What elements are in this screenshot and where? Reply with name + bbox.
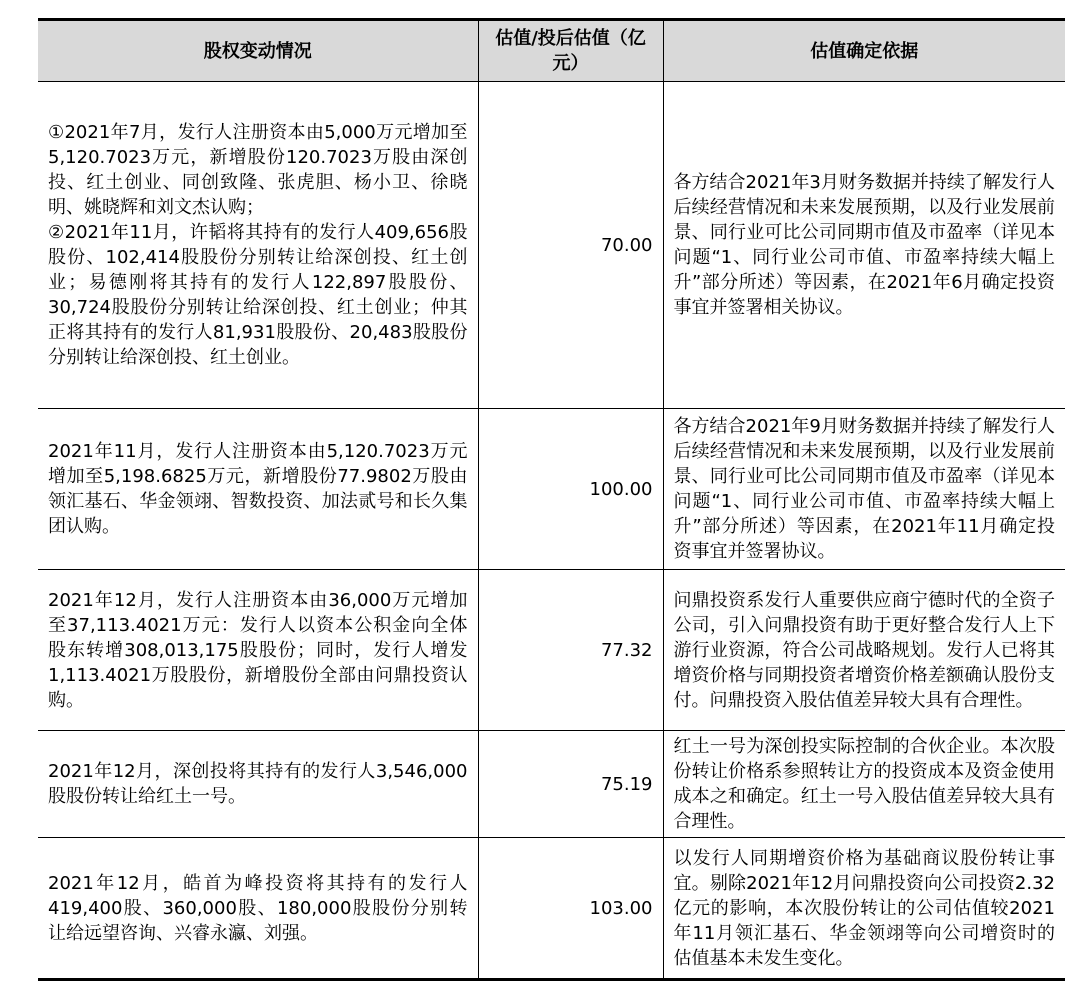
cell-valuation: 103.00 bbox=[478, 838, 663, 980]
table-header-row bbox=[38, 20, 1065, 82]
cell-basis: 各方结合2021年9月财务数据并持续了解发行人后续经营情况和未来发展预期，以及行业发展前景、同行业可比公司同期市值及市盈率（详见本问题“1、同行业公司市值、市盈率持续大幅上升”部分所述）等因素，在2021年11月确定投资事宜并签署协议。 bbox=[663, 409, 1065, 570]
cell-valuation: 100.00 bbox=[478, 409, 663, 570]
header-basis: 估值确定依据 bbox=[663, 20, 1065, 82]
change-paragraph: 2021年12月，深创投将其持有的发行人3,546,000股股份转让给红土一号。 bbox=[48, 761, 468, 807]
cell-change bbox=[38, 731, 478, 838]
cell-basis: 红土一号为深创投实际控制的合伙企业。本次股份转让价格系参照转让方的投资成本及资金使用成本之和确定。红土一号入股估值差异较大具有合理性。 bbox=[663, 731, 1065, 838]
table-row bbox=[38, 838, 1065, 980]
change-paragraph: 2021年12月，发行人注册资本由36,000万元增加至37,113.4021万元：发行人以资本公积金向全体股东转增308,013,175股股份；同时，发行人增发1,113.4021万股股份，新增股份全部由问鼎投资认购。 bbox=[48, 589, 468, 711]
table-row bbox=[38, 409, 1065, 570]
cell-valuation: 75.19 bbox=[478, 731, 663, 838]
header-change: 股权变动情况 bbox=[38, 20, 478, 82]
change-paragraph: ②2021年11月，许韬将其持有的发行人409,656股股份、102,414股股份分别转让给深创投、红土创业；易德刚将其持有的发行人122,897股股份、30,724股股份分别转让给深创投、红土创业；仲其正将其持有的发行人81,931股股份、20,483股股份分别转让给深创投、红土创业。 bbox=[48, 222, 468, 368]
cell-change bbox=[38, 838, 478, 980]
change-paragraph: ①2021年7月，发行人注册资本由5,000万元增加至5,120.7023万元，新增股份120.7023万股由深创投、红土创业、同创致隆、张虎胆、杨小卫、徐晓明、姚晓辉和刘文杰认购； bbox=[48, 122, 468, 218]
table-row bbox=[38, 82, 1065, 409]
table-row bbox=[38, 731, 1065, 838]
table-row bbox=[38, 570, 1065, 731]
cell-basis: 问鼎投资系发行人重要供应商宁德时代的全资子公司，引入问鼎投资有助于更好整合发行人上下游行业资源，符合公司战略规划。发行人已将其增资价格与同期投资者增资价格差额确认股份支付。问鼎投资入股估值差异较大具有合理性。 bbox=[663, 570, 1065, 731]
equity-change-table bbox=[38, 18, 1065, 981]
header-valuation: 估值/投后估值（亿元） bbox=[478, 20, 663, 82]
cell-basis: 以发行人同期增资价格为基础商议股份转让事宜。剔除2021年12月问鼎投资向公司投资2.32亿元的影响，本次股份转让的公司估值较2021年11月领汇基石、华金领翊等向公司增资时的估值基本未发生变化。 bbox=[663, 838, 1065, 980]
cell-valuation: 77.32 bbox=[478, 570, 663, 731]
cell-change bbox=[38, 409, 478, 570]
change-paragraph: 2021年11月，发行人注册资本由5,120.7023万元增加至5,198.6825万元，新增股份77.9802万股由领汇基石、华金领翊、智数投资、加法贰号和长久集团认购。 bbox=[48, 441, 468, 537]
cell-change bbox=[38, 82, 478, 409]
cell-valuation: 70.00 bbox=[478, 82, 663, 409]
cell-basis: 各方结合2021年3月财务数据并持续了解发行人后续经营情况和未来发展预期，以及行业发展前景、同行业可比公司同期市值及市盈率（详见本问题“1、同行业公司市值、市盈率持续大幅上升”部分所述）等因素，在2021年6月确定投资事宜并签署相关协议。 bbox=[663, 82, 1065, 409]
cell-change bbox=[38, 570, 478, 731]
change-paragraph: 2021年12月，皓首为峰投资将其持有的发行人419,400股、360,000股、180,000股股份分别转让给远望咨询、兴睿永瀛、刘强。 bbox=[48, 872, 468, 944]
